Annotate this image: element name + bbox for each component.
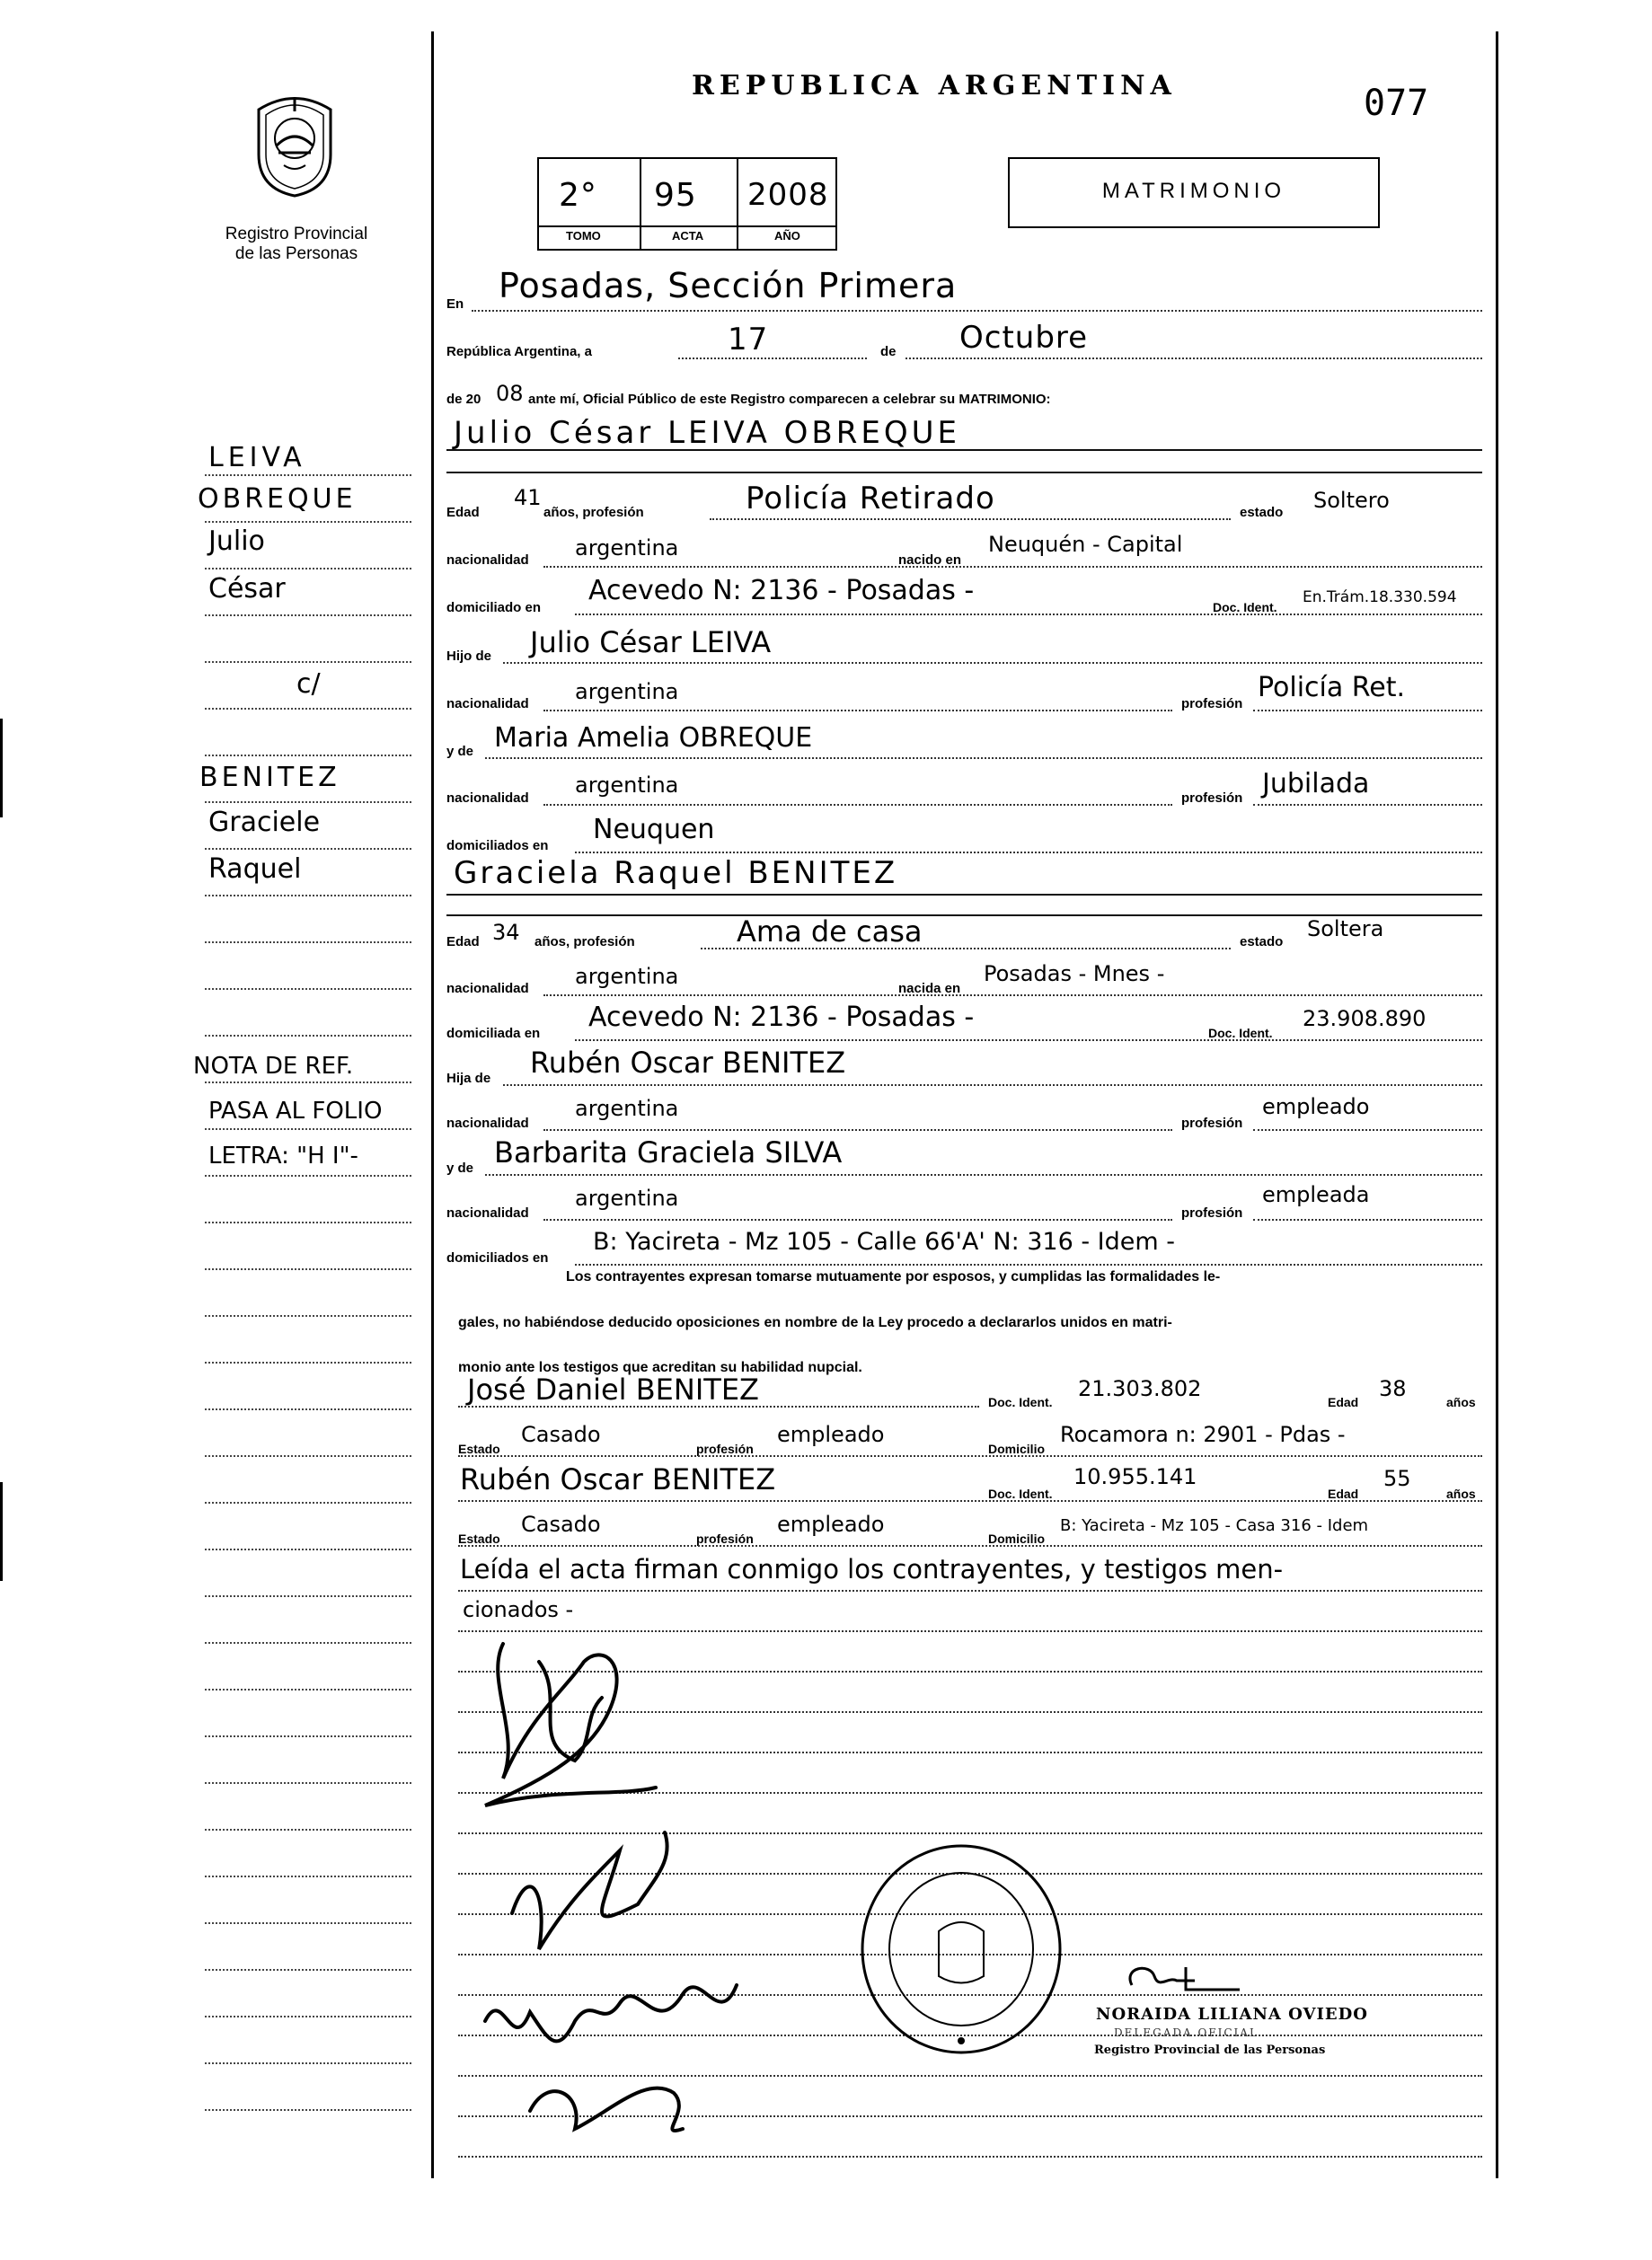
groom-madre-prof: Jubilada — [1262, 768, 1370, 799]
official-seal-stamp — [858, 1841, 1065, 2057]
margin-note-ref: NOTA DE REF. — [193, 1053, 354, 1080]
right-margin-rule — [1496, 31, 1498, 2178]
witness2-anos: años — [1446, 1487, 1476, 1501]
signature-3 — [485, 1985, 737, 2041]
bride-profesion-label: años, profesión — [534, 934, 635, 949]
witness1-anos: años — [1446, 1395, 1476, 1409]
witness2-edad: 55 — [1383, 1466, 1411, 1491]
bride-estado-label: estado — [1240, 934, 1284, 949]
witness2-dom: B: Yacireta - Mz 105 - Casa 316 - Idem — [1060, 1516, 1369, 1535]
bride-madre-nac: argentina — [575, 1186, 679, 1211]
margin-name-6: BENITEZ — [199, 762, 340, 793]
bride-estado: Soltera — [1307, 916, 1384, 941]
bride-doc-label: Doc. Ident. — [1208, 1026, 1273, 1040]
bride-dom: Acevedo N: 2136 - Posadas - — [588, 1002, 975, 1033]
acta-value: 95 — [654, 177, 697, 214]
witness1-dom-label: Domicilio — [988, 1442, 1046, 1456]
witness1-edad: 38 — [1379, 1376, 1407, 1401]
bride-madre: Barbarita Graciela SILVA — [494, 1135, 843, 1170]
page-edge-mark — [0, 1482, 3, 1581]
bride-nac: argentina — [575, 964, 679, 989]
witness2-prof-label: profesión — [696, 1532, 754, 1546]
groom-padre-prof-label: profesión — [1181, 696, 1243, 711]
official-title: DELEGADA OFICIAL — [1114, 2026, 1259, 2039]
year-prefix: de 20 — [446, 392, 481, 407]
witness1-estado: Casado — [521, 1422, 601, 1447]
witness1-dom: Rocamora n: 2901 - Pdas - — [1060, 1422, 1346, 1447]
groom-profesion-label: años, profesión — [543, 505, 644, 520]
witness2-name: Rubén Oscar BENITEZ — [460, 1462, 776, 1496]
bride-padres-dom: B: Yacireta - Mz 105 - Calle 66'A' N: 316 - Idem - — [593, 1228, 1176, 1256]
witness2-prof: empleado — [777, 1512, 885, 1537]
witness2-estado-label: Estado — [458, 1532, 500, 1546]
groom-madre-prof-label: profesión — [1181, 790, 1243, 806]
anio-label: AÑO — [774, 229, 800, 243]
groom-name: Julio César LEIVA OBREQUE — [454, 415, 960, 451]
anio-value: 2008 — [747, 177, 829, 213]
groom-padre-nac-label: nacionalidad — [446, 696, 529, 711]
de-label: de — [880, 344, 897, 359]
margin-name-1: LEIVA — [208, 442, 306, 473]
groom-nacido: Neuquén - Capital — [988, 532, 1183, 557]
registry-name-line2: de las Personas — [234, 244, 358, 263]
witness1-prof-label: profesión — [696, 1442, 754, 1456]
bride-padre-prof-label: profesión — [1181, 1116, 1243, 1131]
official-signature — [1114, 1958, 1249, 2003]
witness1-edad-label: Edad — [1328, 1395, 1359, 1409]
groom-padres-dom: Neuquen — [593, 814, 715, 845]
groom-doc: En.Trám.18.330.594 — [1303, 588, 1457, 606]
bride-madre-nac-label: nacionalidad — [446, 1205, 529, 1221]
day-value: 17 — [728, 322, 769, 358]
record-type-box — [1008, 157, 1380, 228]
bride-padre-nac: argentina — [575, 1096, 679, 1121]
groom-dom: Acevedo N: 2136 - Posadas - — [588, 575, 975, 606]
official-name: NORAIDA LILIANA OVIEDO — [1096, 2005, 1368, 2024]
bride-padres-dom-label: domiciliados en — [446, 1250, 549, 1266]
margin-name-7: Graciele — [208, 807, 321, 838]
country-title: REPUBLICA ARGENTINA — [692, 70, 1177, 102]
closing-line1: Leída el acta firman conmigo los contrayentes, y testigos men- — [460, 1554, 1284, 1585]
groom-madre-label: y de — [446, 744, 474, 759]
witness2-dom-label: Domicilio — [988, 1532, 1046, 1546]
bride-padre: Rubén Oscar BENITEZ — [530, 1046, 846, 1080]
groom-madre-nac-label: nacionalidad — [446, 790, 529, 806]
bride-nacida: Posadas - Mnes - — [984, 961, 1165, 986]
record-box — [537, 157, 837, 251]
groom-madre: Maria Amelia OBREQUE — [494, 722, 813, 754]
margin-name-8: Raquel — [208, 853, 302, 885]
provincial-seal — [241, 83, 349, 199]
witness1-name: José Daniel BENITEZ — [467, 1373, 759, 1407]
registry-name-line1: Registro Provincial — [225, 225, 368, 243]
bride-madre-prof: empleada — [1262, 1182, 1370, 1207]
bride-madre-prof-label: profesión — [1181, 1205, 1243, 1221]
signature-1 — [485, 1644, 656, 1805]
witness2-edad-label: Edad — [1328, 1487, 1359, 1501]
month-value: Octubre — [959, 320, 1089, 356]
official-registry: Registro Provincial de las Personas — [1094, 2044, 1326, 2057]
groom-madre-nac: argentina — [575, 772, 679, 798]
groom-padre: Julio César LEIVA — [530, 625, 772, 659]
groom-edad: 41 — [514, 485, 542, 510]
closing-line2: cionados - — [463, 1597, 574, 1622]
groom-dom-label: domiciliado en — [446, 600, 542, 615]
bride-profesion: Ama de casa — [737, 914, 923, 949]
witness2-doc: 10.955.141 — [1073, 1464, 1197, 1489]
bride-padre-label: Hija de — [446, 1071, 491, 1086]
margin-name-4: César — [208, 573, 286, 605]
groom-nacido-label: nacido en — [898, 552, 962, 568]
bride-edad: 34 — [492, 920, 520, 945]
groom-edad-label: Edad — [446, 505, 480, 520]
margin-note-folio: PASA AL FOLIO — [208, 1098, 383, 1125]
groom-padre-nac: argentina — [575, 679, 679, 704]
place-value: Posadas, Sección Primera — [499, 266, 958, 305]
margin-name-3: Julio — [208, 525, 265, 557]
groom-estado: Soltero — [1313, 488, 1390, 513]
witness1-estado-label: Estado — [458, 1442, 500, 1456]
bride-doc: 23.908.890 — [1303, 1006, 1427, 1031]
page-edge-mark — [0, 719, 3, 817]
bride-madre-label: y de — [446, 1161, 474, 1176]
margin-name-5: c/ — [296, 668, 321, 700]
left-margin-rule — [431, 31, 434, 2178]
tomo-value: 2° — [559, 177, 597, 214]
bride-name: Graciela Raquel BENITEZ — [454, 855, 898, 891]
bride-nac-label: nacionalidad — [446, 981, 529, 996]
groom-doc-label: Doc. Ident. — [1213, 600, 1277, 614]
witness1-prof: empleado — [777, 1422, 885, 1447]
signature-2 — [512, 1832, 667, 1949]
republica-label: República Argentina, a — [446, 344, 592, 359]
declaration-line3: monio ante los testigos que acreditan su habilidad nupcial. — [458, 1360, 862, 1375]
declaration-line2: gales, no habiéndose deducido oposiciones en nombre de la Ley procedo a declararlos unidos en matri- — [458, 1315, 1172, 1330]
acta-label: ACTA — [672, 229, 704, 243]
comparecen-text: ante mí, Oficial Público de este Registro comparecen a celebrar su MATRIMONIO: — [528, 392, 1051, 407]
witness1-doc-label: Doc. Ident. — [988, 1395, 1053, 1409]
bride-padre-prof: empleado — [1262, 1094, 1370, 1119]
margin-name-2: OBREQUE — [198, 483, 357, 515]
bride-dom-label: domiciliada en — [446, 1026, 541, 1041]
year-suffix: 08 — [496, 381, 524, 406]
witness1-doc: 21.303.802 — [1078, 1376, 1202, 1401]
groom-estado-label: estado — [1240, 505, 1284, 520]
folio-number: 077 — [1364, 83, 1429, 124]
signatures-area — [449, 1608, 808, 2165]
groom-nac-label: nacionalidad — [446, 552, 529, 568]
bride-padre-nac-label: nacionalidad — [446, 1116, 529, 1131]
groom-padre-label: Hijo de — [446, 649, 492, 664]
en-label: En — [446, 296, 464, 312]
tomo-label: TOMO — [566, 229, 601, 243]
bride-nacida-label: nacida en — [898, 981, 961, 996]
groom-padres-dom-label: domiciliados en — [446, 838, 549, 853]
seal-icon — [241, 83, 349, 199]
declaration-line1: Los contrayentes expresan tomarse mutuamente por esposos, y cumplidas las formalidades le- — [566, 1269, 1221, 1284]
record-type: MATRIMONIO — [1101, 179, 1286, 203]
margin-note-letra: LETRA: "H I"- — [208, 1143, 358, 1170]
bride-edad-label: Edad — [446, 934, 480, 949]
witness2-doc-label: Doc. Ident. — [988, 1487, 1053, 1501]
registry-name — [189, 225, 404, 264]
groom-padre-prof: Policía Ret. — [1258, 672, 1406, 703]
groom-profesion: Policía Retirado — [746, 481, 995, 516]
groom-nac: argentina — [575, 535, 679, 561]
signature-4 — [530, 2088, 683, 2131]
witness2-estado: Casado — [521, 1512, 601, 1537]
